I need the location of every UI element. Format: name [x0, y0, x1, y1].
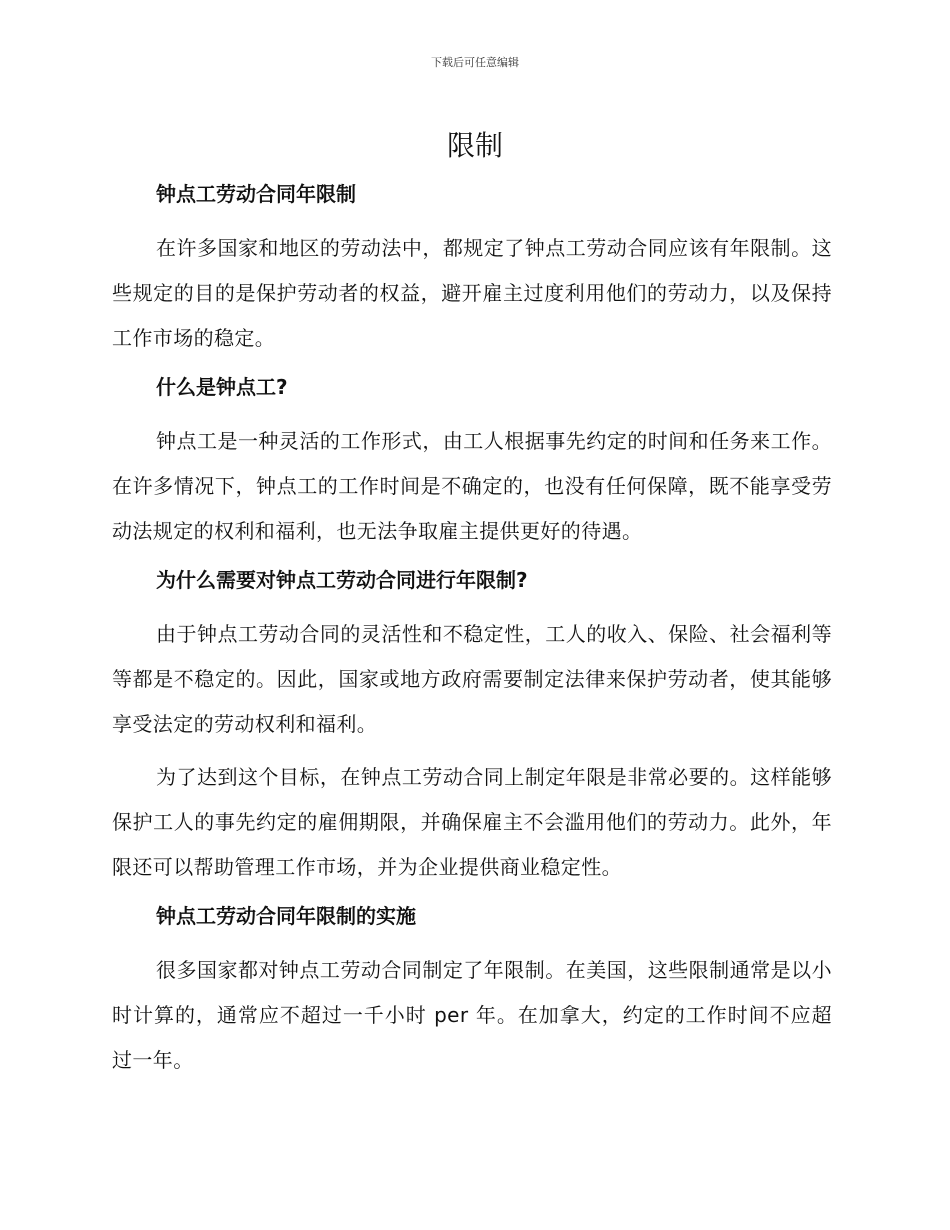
paragraph: 为了达到这个目标，在钟点工劳动合同上制定年限是非常必要的。这样能够保护工人的事先约定的雇佣期限，并确保雇主不会滥用他们的劳动力。此外，年限还可以帮助管理工作市场，并为企业提供商业稳定性。: [112, 765, 832, 879]
paragraph: 在许多国家和地区的劳动法中，都规定了钟点工劳动合同应该有年限制。这些规定的目的是保护劳动者的权益，避开雇主过度利用他们的劳动力，以及保持工作市场的稳定。: [112, 236, 832, 350]
section-heading: 钟点工劳动合同年限制的实施: [156, 904, 416, 928]
document-body: [112, 176, 832, 1091]
section-3: [112, 562, 832, 890]
section-heading: 什么是钟点工?: [156, 375, 288, 399]
header-note: 下载后可任意编辑: [431, 56, 519, 69]
paragraph: 钟点工是一种灵活的工作形式，由工人根据事先约定的时间和任务来工作。在许多情况下，钟点工的工作时间是不确定的，也没有任何保障，既不能享受劳动法规定的权利和福利，也无法争取雇主提供更好的待遇。: [112, 429, 832, 543]
paragraph: 很多国家都对钟点工劳动合同制定了年限制。在美国，这些限制通常是以小时计算的，通常应不超过一千小时 per 年。在加拿大，约定的工作时间不应超过一年。: [112, 958, 832, 1072]
section-1: [112, 176, 832, 361]
section-2: [112, 369, 832, 554]
document-title: 限制: [446, 129, 503, 162]
section-4: [112, 898, 832, 1083]
section-heading: 钟点工劳动合同年限制: [156, 182, 356, 206]
paragraph: 由于钟点工劳动合同的灵活性和不稳定性，工人的收入、保险、社会福利等等都是不稳定的。因此，国家或地方政府需要制定法律来保护劳动者，使其能够享受法定的劳动权利和福利。: [112, 622, 832, 736]
section-heading: 为什么需要对钟点工劳动合同进行年限制?: [156, 568, 528, 592]
